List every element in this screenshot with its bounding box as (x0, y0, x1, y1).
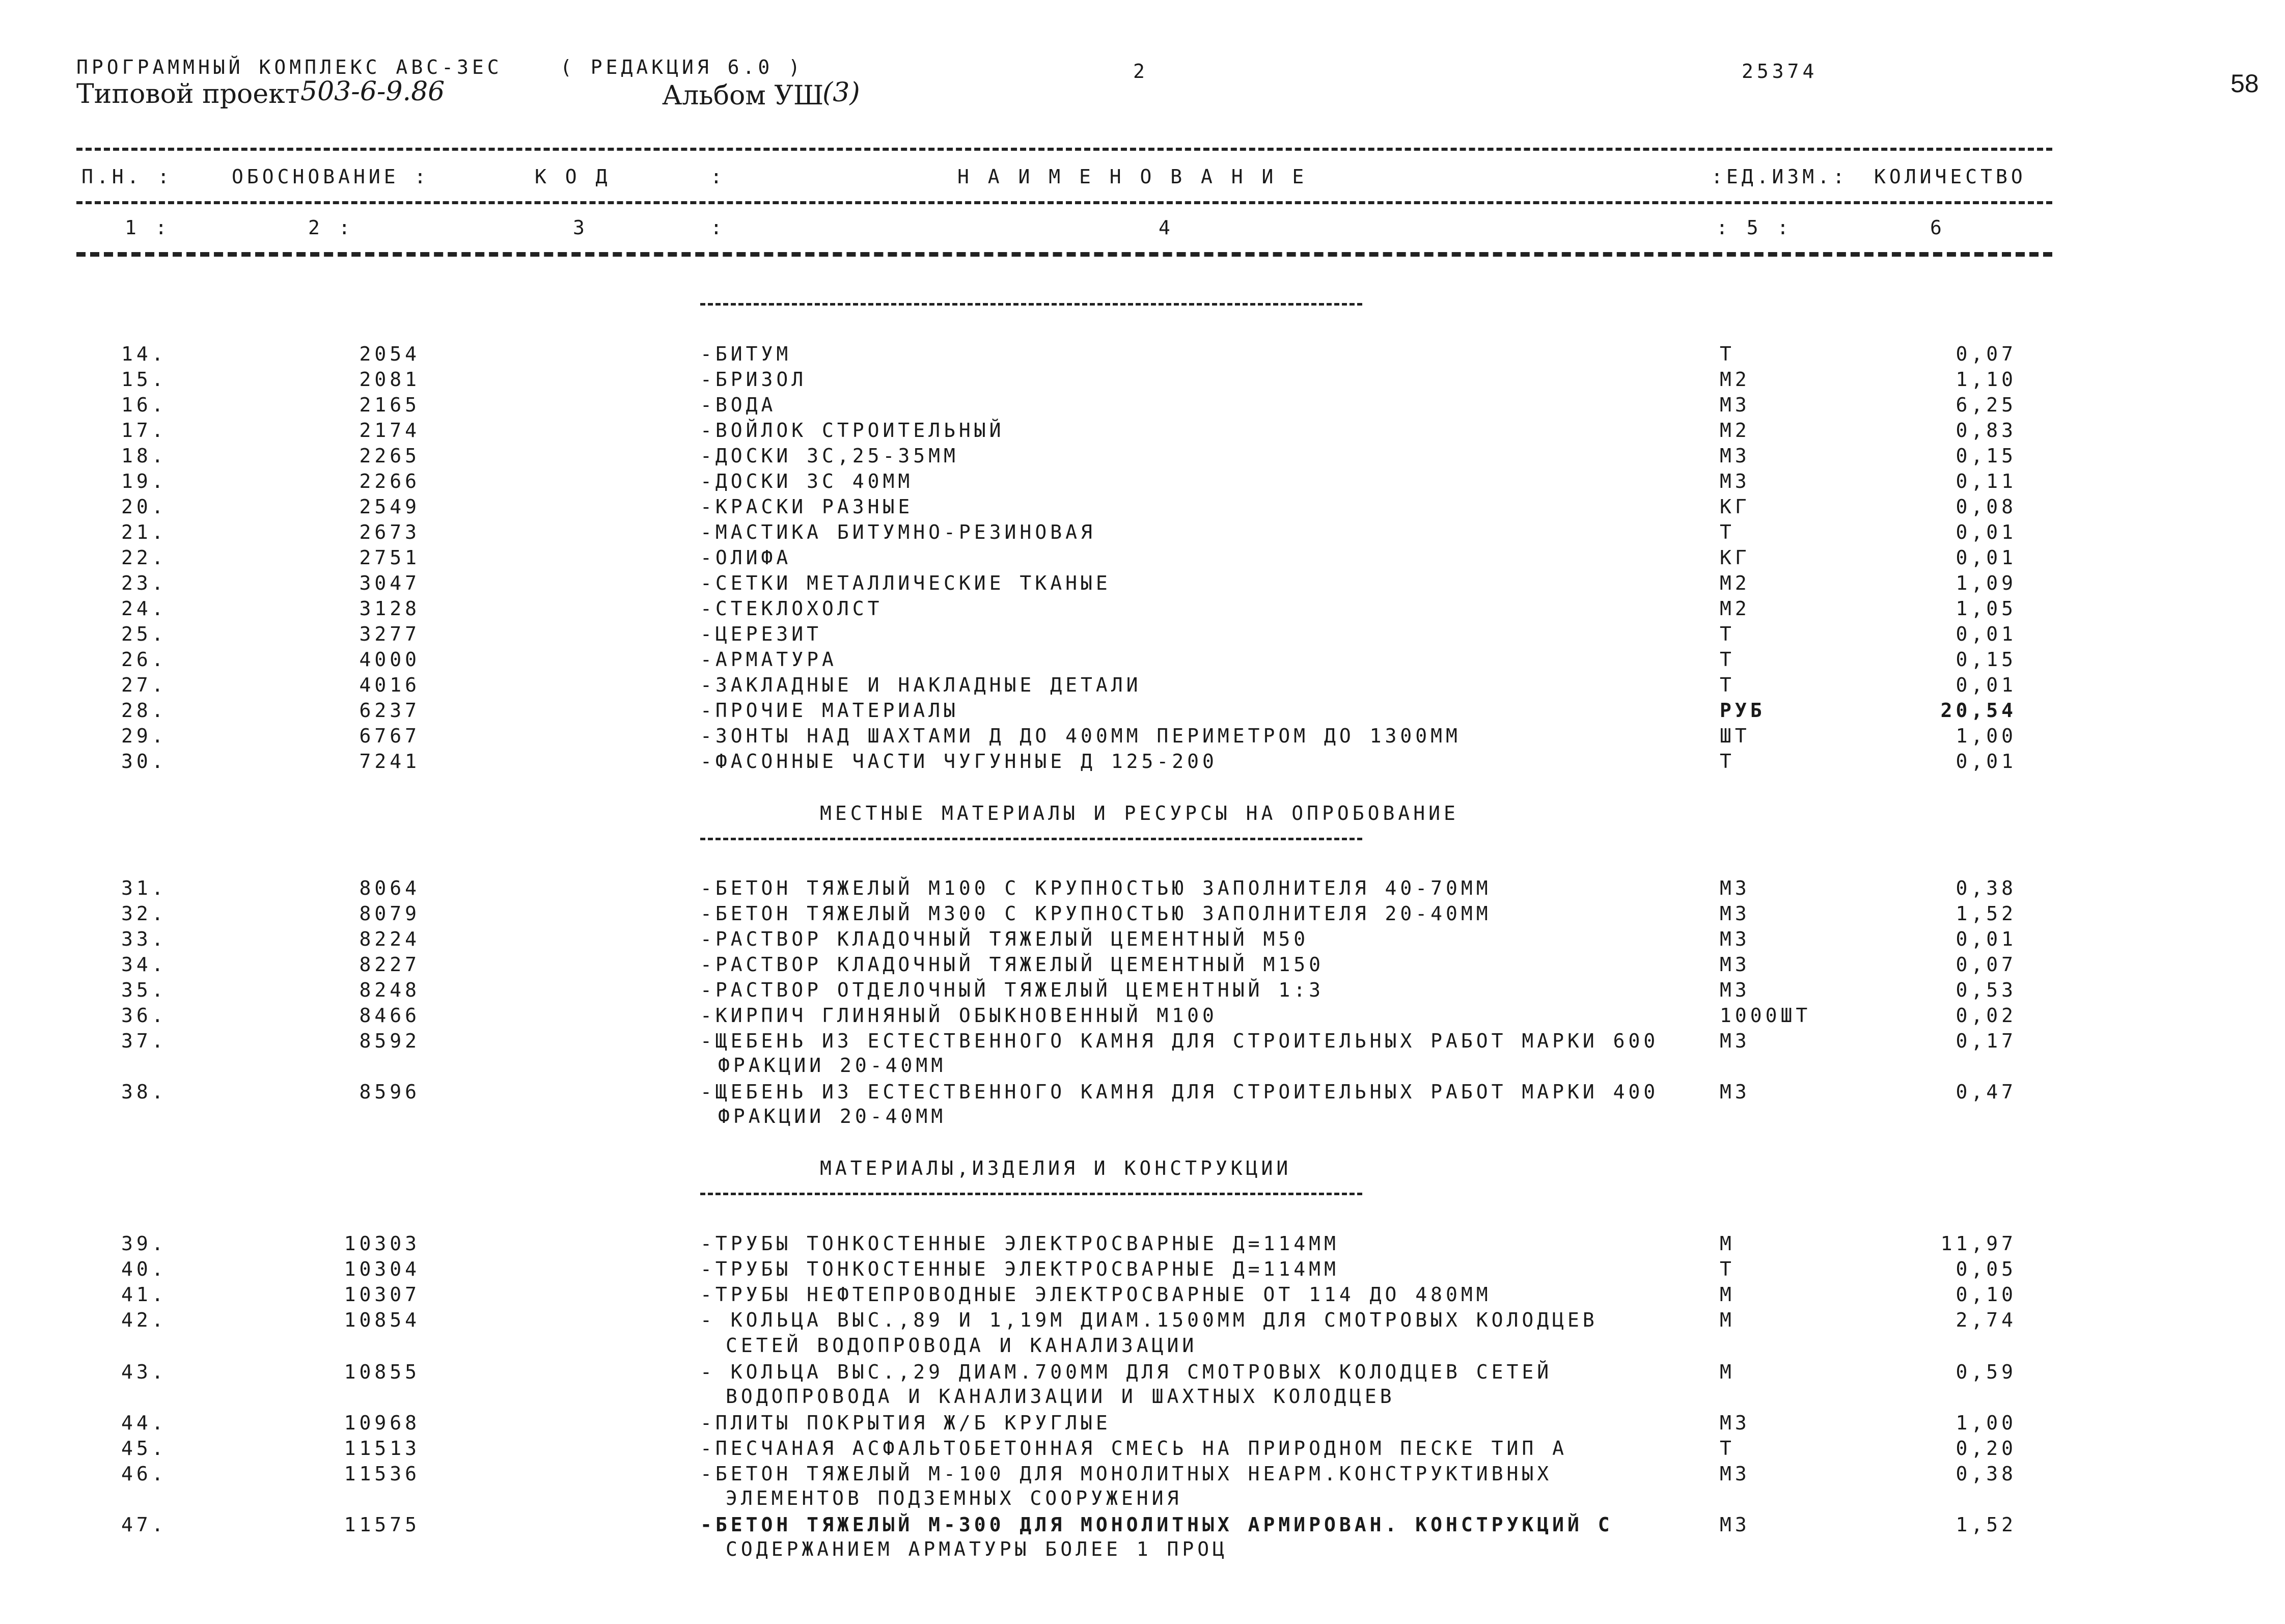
row-quantity: 0,07 (1956, 953, 2017, 976)
table-row (0, 1030, 2088, 1055)
row-unit: М3 (1720, 1463, 1750, 1485)
row-quantity: 1,10 (1956, 368, 2017, 391)
header-rule-mid (76, 201, 2052, 204)
header-rule-bottom (76, 252, 2052, 257)
col-header-unit: :ЕД.ИЗМ.: (1711, 166, 1848, 188)
section-divider (700, 838, 1362, 840)
row-quantity: 0,01 (1956, 546, 2017, 569)
row-name: ЭЛЕМЕНТОВ ПОДЗЕМНЫХ СООРУЖЕНИЯ (726, 1487, 1182, 1509)
row-quantity: 1,52 (1956, 1513, 2017, 1536)
row-unit: М3 (1720, 1513, 1750, 1536)
row-code: 10304 (344, 1258, 420, 1280)
row-quantity: 1,09 (1956, 572, 2017, 594)
row-name: -ЦЕРЕЗИТ (700, 623, 822, 645)
row-unit: Т (1720, 1258, 1735, 1280)
row-unit: КГ (1720, 496, 1750, 518)
row-number: 17. (121, 419, 167, 442)
row-name: -РАСТВОР КЛАДОЧНЫЙ ТЯЖЕЛЫЙ ЦЕМЕНТНЫЙ М50 (700, 928, 1309, 950)
row-code: 2174 (359, 419, 420, 442)
table-row (0, 1232, 2088, 1258)
row-name: ВОДОПРОВОДА И КАНАЛИЗАЦИИ И ШАХТНЫХ КОЛОДЦЕВ (726, 1385, 1395, 1408)
table-row (0, 902, 2088, 928)
row-code: 6767 (359, 725, 420, 747)
row-code: 11513 (344, 1437, 420, 1460)
section-divider (700, 303, 1362, 306)
row-unit: М2 (1720, 419, 1750, 442)
table-row-continuation (0, 1538, 2088, 1563)
table-row (0, 1081, 2088, 1106)
row-unit: М3 (1720, 445, 1750, 467)
row-unit: М (1720, 1309, 1735, 1331)
row-name: -ВОДА (700, 394, 777, 416)
table-row (0, 368, 2088, 394)
row-number: 27. (121, 674, 167, 696)
row-name: -ЗОНТЫ НАД ШАХТАМИ Д ДО 400ММ ПЕРИМЕТРОМ ДО 1300ММ (700, 725, 1461, 747)
row-code: 3128 (359, 597, 420, 620)
row-name: -СЕТКИ МЕТАЛЛИЧЕСКИЕ ТКАНЫЕ (700, 572, 1111, 594)
row-name: -ДОСКИ 3С,25-35ММ (700, 445, 959, 467)
row-number: 44. (121, 1412, 167, 1434)
row-unit: М (1720, 1232, 1735, 1255)
row-number: 31. (121, 877, 167, 899)
row-quantity: 0,53 (1956, 979, 2017, 1001)
table-row (0, 1283, 2088, 1309)
row-number: 15. (121, 368, 167, 391)
table-row-continuation (0, 1054, 2088, 1080)
row-quantity: 0,15 (1956, 445, 2017, 467)
table-row-continuation (0, 1105, 2088, 1131)
table-row (0, 572, 2088, 597)
row-code: 8079 (359, 902, 420, 925)
row-code: 2549 (359, 496, 420, 518)
row-quantity: 0,83 (1956, 419, 2017, 442)
row-code: 7241 (359, 750, 420, 773)
row-unit: М3 (1720, 1030, 1750, 1052)
row-number: 46. (121, 1463, 167, 1485)
table-row (0, 1463, 2088, 1488)
row-name: ФРАКЦИИ 20-40ММ (718, 1054, 947, 1077)
row-quantity: 1,00 (1956, 725, 2017, 747)
row-number: 25. (121, 623, 167, 645)
col-header-sep: : (710, 166, 726, 188)
row-unit: 1000ШТ (1720, 1004, 1811, 1027)
table-row (0, 877, 2088, 902)
row-name: -ПЛИТЫ ПОКРЫТИЯ Ж/Б КРУГЛЫЕ (700, 1412, 1111, 1434)
col-header-code: К О Д (535, 166, 611, 188)
row-name: -БЕТОН ТЯЖЕЛЫЙ М100 С КРУПНОСТЬЮ ЗАПОЛНИТЕЛЯ 40-70ММ (700, 877, 1492, 899)
row-quantity: 0,59 (1956, 1361, 2017, 1383)
row-quantity: 0,05 (1956, 1258, 2017, 1280)
row-code: 2165 (359, 394, 420, 416)
col-header-qty: КОЛИЧЕСТВО (1874, 166, 2026, 188)
row-code: 6237 (359, 699, 420, 722)
table-row (0, 1513, 2088, 1539)
document-number: 25374 (1742, 60, 1818, 82)
row-unit: М2 (1720, 572, 1750, 594)
col-header-name: Н А И М Е Н О В А Н И Е (957, 166, 1308, 188)
row-unit: М3 (1720, 394, 1750, 416)
row-name: -ПРОЧИЕ МАТЕРИАЛЫ (700, 699, 959, 722)
row-name: -ОЛИФА (700, 546, 792, 569)
table-row (0, 394, 2088, 419)
row-code: 11575 (344, 1513, 420, 1536)
row-unit: М2 (1720, 597, 1750, 620)
row-quantity: 0,01 (1956, 750, 2017, 773)
col-number-3: 3 (573, 216, 588, 239)
row-unit: М3 (1720, 1412, 1750, 1434)
table-row (0, 1309, 2088, 1334)
row-number: 45. (121, 1437, 167, 1460)
table-row (0, 699, 2088, 725)
row-unit: М3 (1720, 979, 1750, 1001)
table-row (0, 725, 2088, 750)
row-unit: М (1720, 1283, 1735, 1306)
row-number: 18. (121, 445, 167, 467)
row-number: 28. (121, 699, 167, 722)
row-code: 10307 (344, 1283, 420, 1306)
row-code: 8064 (359, 877, 420, 899)
row-quantity: 0,15 (1956, 648, 2017, 671)
row-number: 29. (121, 725, 167, 747)
row-unit: М3 (1720, 877, 1750, 899)
row-number: 16. (121, 394, 167, 416)
row-quantity: 0,07 (1956, 343, 2017, 365)
row-code: 8592 (359, 1030, 420, 1052)
row-code: 2751 (359, 546, 420, 569)
row-number: 21. (121, 521, 167, 543)
row-code: 8596 (359, 1081, 420, 1103)
row-number: 39. (121, 1232, 167, 1255)
row-name: -ЩЕБЕНЬ ИЗ ЕСТЕСТВЕННОГО КАМНЯ ДЛЯ СТРОИТЕЛЬНЫХ РАБОТ МАРКИ 600 (700, 1030, 1659, 1052)
row-code: 2081 (359, 368, 420, 391)
row-quantity: 0,38 (1956, 877, 2017, 899)
table-row (0, 1004, 2088, 1030)
row-code: 3047 (359, 572, 420, 594)
table-row-continuation (0, 1334, 2088, 1360)
row-code: 10303 (344, 1232, 420, 1255)
row-unit: ШТ (1720, 725, 1750, 747)
row-number: 35. (121, 979, 167, 1001)
table-row (0, 470, 2088, 496)
table-row-continuation (0, 1487, 2088, 1512)
row-quantity: 0,01 (1956, 674, 2017, 696)
row-name: -БРИЗОЛ (700, 368, 807, 391)
row-name: -ЗАКЛАДНЫЕ И НАКЛАДНЫЕ ДЕТАЛИ (700, 674, 1142, 696)
table-row (0, 953, 2088, 979)
row-quantity: 11,97 (1940, 1232, 2017, 1255)
sheet-number: 2 (1133, 60, 1148, 82)
row-name: - КОЛЬЦА ВЫС.,89 И 1,19М ДИАМ.1500ММ ДЛЯ СМОТРОВЫХ КОЛОДЦЕВ (700, 1309, 1598, 1331)
row-quantity: 0,20 (1956, 1437, 2017, 1460)
row-number: 43. (121, 1361, 167, 1383)
row-number: 30. (121, 750, 167, 773)
row-quantity: 0,02 (1956, 1004, 2017, 1027)
table-row (0, 750, 2088, 776)
row-quantity: 0,01 (1956, 623, 2017, 645)
row-unit: М (1720, 1361, 1735, 1383)
table-row (0, 979, 2088, 1004)
section-title: МАТЕРИАЛЫ,ИЗДЕЛИЯ И КОНСТРУКЦИИ (820, 1157, 1292, 1179)
row-unit: КГ (1720, 546, 1750, 569)
program-edition: ( РЕДАКЦИЯ 6.0 ) (560, 56, 804, 78)
table-row (0, 343, 2088, 368)
row-name: -ВОЙЛОК СТРОИТЕЛЬНЫЙ (700, 419, 1005, 442)
row-code: 2266 (359, 470, 420, 492)
row-unit: М3 (1720, 928, 1750, 950)
row-quantity: 1,52 (1956, 902, 2017, 925)
section-divider (700, 1193, 1362, 1195)
row-number: 24. (121, 597, 167, 620)
row-name: СЕТЕЙ ВОДОПРОВОДА И КАНАЛИЗАЦИИ (726, 1334, 1198, 1357)
row-quantity: 0,08 (1956, 496, 2017, 518)
row-unit: М2 (1720, 368, 1750, 391)
row-code: 2054 (359, 343, 420, 365)
row-unit: Т (1720, 521, 1735, 543)
header-rule-top (76, 148, 2052, 151)
row-quantity: 2,74 (1956, 1309, 2017, 1331)
row-unit: Т (1720, 648, 1735, 671)
table-row (0, 928, 2088, 953)
row-number: 38. (121, 1081, 167, 1103)
row-quantity: 1,00 (1956, 1412, 2017, 1434)
row-name: - КОЛЬЦА ВЫС.,29 ДИАМ.700ММ ДЛЯ СМОТРОВЫХ КОЛОДЦЕВ СЕТЕЙ (700, 1361, 1553, 1383)
row-number: 20. (121, 496, 167, 518)
row-unit: М3 (1720, 470, 1750, 492)
row-number: 32. (121, 902, 167, 925)
row-name: -ТРУБЫ НЕФТЕПРОВОДНЫЕ ЭЛЕКТРОСВАРНЫЕ ОТ 114 ДО 480ММ (700, 1283, 1492, 1306)
row-unit: Т (1720, 623, 1735, 645)
row-unit: М3 (1720, 902, 1750, 925)
table-row (0, 1412, 2088, 1437)
table-row-continuation (0, 1385, 2088, 1411)
row-name: -ТРУБЫ ТОНКОСТЕННЫЕ ЭЛЕКТРОСВАРНЫЕ Д=114ММ (700, 1258, 1339, 1280)
row-quantity: 0,38 (1956, 1463, 2017, 1485)
row-number: 42. (121, 1309, 167, 1331)
row-unit: М3 (1720, 953, 1750, 976)
row-number: 34. (121, 953, 167, 976)
table-row (0, 496, 2088, 521)
table-row (0, 597, 2088, 623)
row-unit: Т (1720, 674, 1735, 696)
row-number: 23. (121, 572, 167, 594)
project-label: Типовой проект (76, 79, 300, 109)
column-header-row (0, 166, 2088, 191)
row-number: 14. (121, 343, 167, 365)
table-row (0, 1258, 2088, 1283)
row-code: 11536 (344, 1463, 420, 1485)
row-quantity: 0,01 (1956, 928, 2017, 950)
row-number: 40. (121, 1258, 167, 1280)
row-code: 3277 (359, 623, 420, 645)
row-code: 4016 (359, 674, 420, 696)
row-quantity: 0,17 (1956, 1030, 2017, 1052)
album-label: Альбом УШ (662, 80, 824, 111)
row-number: 33. (121, 928, 167, 950)
table-row (0, 546, 2088, 572)
table-row (0, 419, 2088, 445)
row-code: 2673 (359, 521, 420, 543)
row-code: 8224 (359, 928, 420, 950)
program-name: ПРОГРАММНЫЙ КОМПЛЕКС АВС-3ЕС (76, 56, 503, 78)
col-header-basis: ОБОСНОВАНИЕ : (232, 166, 430, 188)
row-name: -ПЕСЧАНАЯ АСФАЛЬТОБЕТОННАЯ СМЕСЬ НА ПРИРОДНОМ ПЕСКЕ ТИП А (700, 1437, 1568, 1460)
row-quantity: 20,54 (1940, 699, 2017, 722)
row-quantity: 0,47 (1956, 1081, 2017, 1103)
row-code: 10968 (344, 1412, 420, 1434)
table-row (0, 674, 2088, 699)
row-name: -ФАСОННЫЕ ЧАСТИ ЧУГУННЫЕ Д 125-200 (700, 750, 1218, 773)
row-code: 10854 (344, 1309, 420, 1331)
row-number: 36. (121, 1004, 167, 1027)
row-name: -КРАСКИ РАЗНЫЕ (700, 496, 914, 518)
row-number: 47. (121, 1513, 167, 1536)
table-row (0, 445, 2088, 470)
row-code: 8227 (359, 953, 420, 976)
row-unit: РУБ (1720, 699, 1766, 722)
row-name: -РАСТВОР ОТДЕЛОЧНЫЙ ТЯЖЕЛЫЙ ЦЕМЕНТНЫЙ 1:3 (700, 979, 1324, 1001)
row-name: -РАСТВОР КЛАДОЧНЫЙ ТЯЖЕЛЫЙ ЦЕМЕНТНЫЙ М150 (700, 953, 1324, 976)
row-code: 8248 (359, 979, 420, 1001)
row-quantity: 0,11 (1956, 470, 2017, 492)
row-number: 41. (121, 1283, 167, 1306)
row-unit: Т (1720, 343, 1735, 365)
row-name: -БЕТОН ТЯЖЕЛЫЙ М-100 ДЛЯ МОНОЛИТНЫХ НЕАРМ.КОНСТРУКТИВНЫХ (700, 1463, 1553, 1485)
row-name: ФРАКЦИИ 20-40ММ (718, 1105, 947, 1127)
table-row (0, 521, 2088, 546)
section-title: МЕСТНЫЕ МАТЕРИАЛЫ И РЕСУРСЫ НА ОПРОБОВАНИЕ (820, 802, 1459, 824)
page-number: 58 (2231, 69, 2259, 98)
row-quantity: 0,10 (1956, 1283, 2017, 1306)
col-number-sep: : (710, 216, 726, 239)
row-unit: М3 (1720, 1081, 1750, 1103)
table-row (0, 1437, 2088, 1463)
album-part: (3) (822, 77, 860, 108)
row-name: -СТЕКЛОХОЛСТ (700, 597, 883, 620)
row-number: 26. (121, 648, 167, 671)
row-unit: Т (1720, 1437, 1735, 1460)
row-unit: Т (1720, 750, 1735, 773)
row-code: 10855 (344, 1361, 420, 1383)
col-number-6: 6 (1930, 216, 1945, 239)
row-quantity: 1,05 (1956, 597, 2017, 620)
col-header-pn: П.Н. : (81, 166, 173, 188)
row-quantity: 6,25 (1956, 394, 2017, 416)
row-name: СОДЕРЖАНИЕМ АРМАТУРЫ БОЛЕЕ 1 ПРОЦ (726, 1538, 1228, 1560)
col-number-5: : 5 : (1716, 216, 1793, 239)
column-number-row (0, 216, 2088, 242)
project-code: 503-6-9.86 (300, 76, 445, 107)
row-name: -ТРУБЫ ТОНКОСТЕННЫЕ ЭЛЕКТРОСВАРНЫЕ Д=114ММ (700, 1232, 1339, 1255)
col-number-1: 1 : (125, 216, 171, 239)
col-number-2: 2 : (308, 216, 354, 239)
row-code: 2265 (359, 445, 420, 467)
row-name: -БЕТОН ТЯЖЕЛЫЙ М300 С КРУПНОСТЬЮ ЗАПОЛНИТЕЛЯ 20-40ММ (700, 902, 1492, 925)
row-number: 37. (121, 1030, 167, 1052)
table-row (0, 648, 2088, 674)
row-code: 4000 (359, 648, 420, 671)
table-row (0, 623, 2088, 648)
row-name: -АРМАТУРА (700, 648, 837, 671)
row-name: -ДОСКИ 3С 40ММ (700, 470, 914, 492)
row-number: 19. (121, 470, 167, 492)
row-name: -БЕТОН ТЯЖЕЛЫЙ М-300 ДЛЯ МОНОЛИТНЫХ АРМИРОВАН. КОНСТРУКЦИЙ С (700, 1513, 1613, 1536)
row-name: -ЩЕБЕНЬ ИЗ ЕСТЕСТВЕННОГО КАМНЯ ДЛЯ СТРОИТЕЛЬНЫХ РАБОТ МАРКИ 400 (700, 1081, 1659, 1103)
col-number-4: 4 (1159, 216, 1174, 239)
row-quantity: 0,01 (1956, 521, 2017, 543)
row-name: -БИТУМ (700, 343, 792, 365)
table-row (0, 1361, 2088, 1386)
row-code: 8466 (359, 1004, 420, 1027)
row-name: -МАСТИКА БИТУМНО-РЕЗИНОВАЯ (700, 521, 1096, 543)
row-name: -КИРПИЧ ГЛИНЯНЫЙ ОБЫКНОВЕННЫЙ М100 (700, 1004, 1218, 1027)
row-number: 22. (121, 546, 167, 569)
